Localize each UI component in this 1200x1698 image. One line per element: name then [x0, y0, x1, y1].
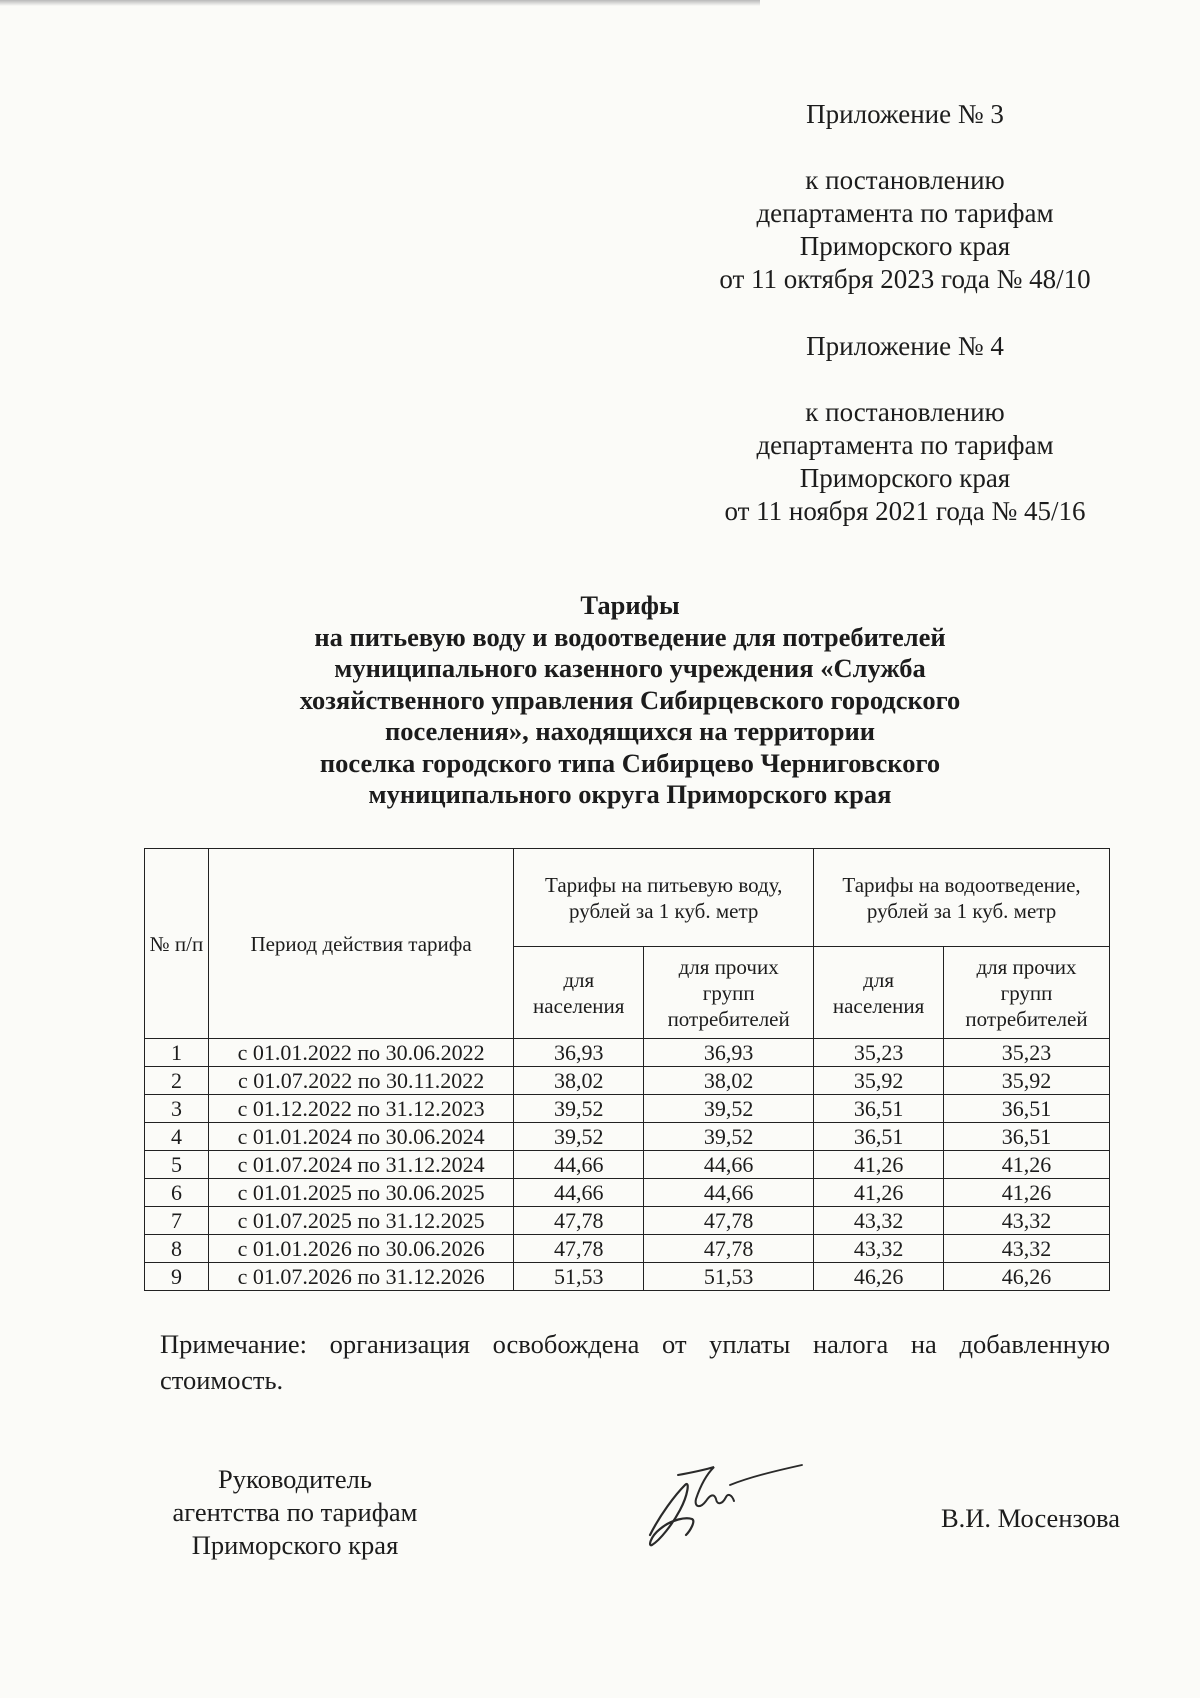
tax-note: Примечание: организация освобождена от уплаты налога на добавленную стоимость. — [160, 1329, 1110, 1395]
row-water-population: 36,93 — [514, 1039, 644, 1067]
signatory-name: В.И. Мосензова — [940, 1503, 1120, 1533]
table-row — [145, 1263, 1110, 1291]
row-sewage-population: 41,26 — [814, 1179, 944, 1207]
table-row — [145, 1039, 1110, 1067]
row-period: с 01.07.2026 по 31.12.2026 — [208, 1263, 513, 1291]
appendix-3-line: департамента по тарифам — [756, 198, 1054, 228]
row-period: с 01.07.2024 по 31.12.2024 — [208, 1151, 513, 1179]
table-row — [145, 1207, 1110, 1235]
row-number: 8 — [145, 1235, 209, 1263]
appendix-3-title: Приложение № 3 — [806, 99, 1004, 129]
row-period: с 01.01.2024 по 30.06.2024 — [208, 1123, 513, 1151]
table-row — [145, 1123, 1110, 1151]
row-sewage-others: 35,23 — [944, 1039, 1110, 1067]
heading-line: Тарифы — [580, 590, 680, 620]
row-sewage-population: 35,92 — [814, 1067, 944, 1095]
row-sewage-population: 46,26 — [814, 1263, 944, 1291]
row-sewage-population: 36,51 — [814, 1123, 944, 1151]
row-sewage-others: 43,32 — [944, 1235, 1110, 1263]
row-period: с 01.07.2022 по 30.11.2022 — [208, 1067, 513, 1095]
table-row — [145, 1067, 1110, 1095]
header-period: Период действия тарифа — [208, 849, 513, 1039]
row-sewage-population: 43,32 — [814, 1235, 944, 1263]
table-row — [145, 1179, 1110, 1207]
signatory-position-line: Приморского края — [191, 1530, 399, 1560]
row-water-others: 44,66 — [644, 1179, 814, 1207]
row-water-population: 39,52 — [514, 1123, 644, 1151]
table-row — [145, 1095, 1110, 1123]
row-sewage-others: 43,32 — [944, 1207, 1110, 1235]
row-sewage-population: 36,51 — [814, 1095, 944, 1123]
appendix-4-line: департамента по тарифам — [756, 430, 1054, 460]
table-row — [145, 1151, 1110, 1179]
row-number: 4 — [145, 1123, 209, 1151]
row-water-others: 51,53 — [644, 1263, 814, 1291]
row-number: 3 — [145, 1095, 209, 1123]
signatory-position-line: Руководитель — [218, 1464, 372, 1494]
header-water-others: для прочих групп потребителей — [644, 947, 814, 1039]
document-heading — [190, 590, 1070, 811]
row-period: с 01.01.2026 по 30.06.2026 — [208, 1235, 513, 1263]
row-number: 2 — [145, 1067, 209, 1095]
row-sewage-others: 36,51 — [944, 1095, 1110, 1123]
row-number: 1 — [145, 1039, 209, 1067]
row-period: с 01.07.2025 по 31.12.2025 — [208, 1207, 513, 1235]
appendix-4-title: Приложение № 4 — [806, 331, 1004, 361]
row-sewage-others: 35,92 — [944, 1067, 1110, 1095]
row-water-population: 44,66 — [514, 1151, 644, 1179]
handwritten-signature-icon — [630, 1455, 810, 1565]
row-period: с 01.01.2025 по 30.06.2025 — [208, 1179, 513, 1207]
heading-line: поселения», находящихся на территории — [384, 716, 876, 746]
row-water-others: 39,52 — [644, 1095, 814, 1123]
tariff-table — [144, 848, 1110, 1291]
appendix-4-block — [700, 330, 1110, 528]
header-sewage-group: Тарифы на водоотведение, рублей за 1 куб. метр — [814, 849, 1110, 947]
header-sewage-population: для населения — [814, 947, 944, 1039]
row-water-others: 36,93 — [644, 1039, 814, 1067]
appendix-4-line: к постановлению — [805, 397, 1005, 427]
row-water-population: 51,53 — [514, 1263, 644, 1291]
header-water-group: Тарифы на питьевую воду, рублей за 1 куб. метр — [514, 849, 814, 947]
row-sewage-others: 36,51 — [944, 1123, 1110, 1151]
appendix-3-line: Приморского края — [799, 231, 1011, 261]
appendix-4-line: Приморского края — [799, 463, 1011, 493]
row-water-population: 47,78 — [514, 1235, 644, 1263]
signatory-position-line: агентства по тарифам — [172, 1497, 418, 1527]
appendix-3-line: к постановлению — [805, 165, 1005, 195]
row-water-others: 47,78 — [644, 1235, 814, 1263]
table-row — [145, 1235, 1110, 1263]
row-sewage-population: 43,32 — [814, 1207, 944, 1235]
row-number: 5 — [145, 1151, 209, 1179]
row-water-others: 44,66 — [644, 1151, 814, 1179]
heading-line: муниципального казенного учреждения «Служба — [334, 653, 926, 683]
scan-edge-shadow — [0, 0, 760, 6]
row-water-population: 38,02 — [514, 1067, 644, 1095]
row-sewage-others: 41,26 — [944, 1179, 1110, 1207]
row-sewage-others: 46,26 — [944, 1263, 1110, 1291]
row-sewage-population: 35,23 — [814, 1039, 944, 1067]
row-number: 7 — [145, 1207, 209, 1235]
row-sewage-others: 41,26 — [944, 1151, 1110, 1179]
heading-line: на питьевую воду и водоотведение для потребителей — [314, 621, 946, 652]
appendix-3-block — [700, 98, 1110, 296]
row-water-population: 39,52 — [514, 1095, 644, 1123]
appendix-4-line: от 11 ноября 2021 года № 45/16 — [724, 496, 1086, 526]
heading-line: поселка городского типа Сибирцево Черниговского — [319, 747, 941, 778]
row-water-population: 47,78 — [514, 1207, 644, 1235]
row-water-others: 39,52 — [644, 1123, 814, 1151]
signatory-position — [150, 1463, 440, 1562]
row-water-others: 38,02 — [644, 1067, 814, 1095]
row-period: с 01.01.2022 по 30.06.2022 — [208, 1039, 513, 1067]
header-number: № п/п — [145, 849, 209, 1039]
row-period: с 01.12.2022 по 31.12.2023 — [208, 1095, 513, 1123]
row-water-others: 47,78 — [644, 1207, 814, 1235]
header-water-population: для населения — [514, 947, 644, 1039]
heading-line: хозяйственного управления Сибирцевского городского — [299, 684, 961, 715]
appendix-3-line: от 11 октября 2023 года № 48/10 — [719, 264, 1091, 294]
row-number: 6 — [145, 1179, 209, 1207]
header-sewage-others: для прочих групп потребителей — [944, 947, 1110, 1039]
row-number: 9 — [145, 1263, 209, 1291]
row-water-population: 44,66 — [514, 1179, 644, 1207]
row-sewage-population: 41,26 — [814, 1151, 944, 1179]
heading-line: муниципального округа Приморского края — [368, 779, 892, 809]
